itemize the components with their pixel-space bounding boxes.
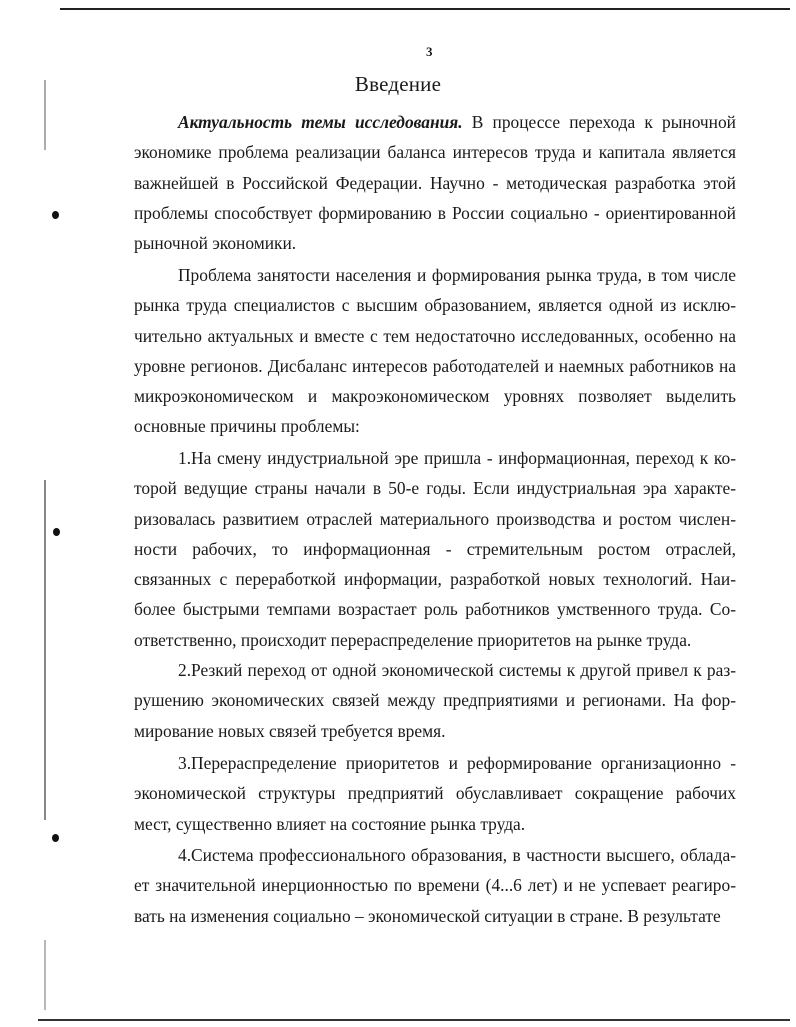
relevance-heading: Актуальность темы исследования. xyxy=(178,112,463,132)
page-title: Введение xyxy=(354,72,442,96)
body-paragraph: Проблема занятости населения и формирования рынка труда, в том числе рынка труда специалистов с высшим образованием, является одной из исключительно актуальных и вместе с тем недостаточно исследованных, особенно на уровне регионов. Дисбаланс интересов работодателей и наемных работников на микроэкономическом и макроэкономическом уровнях позволяет выделить основные причины проблемы: xyxy=(134,265,736,437)
binding-hole-mark xyxy=(53,528,60,536)
binding-hole-mark xyxy=(52,834,59,842)
bottom-scan-border xyxy=(38,1019,790,1021)
top-scan-border xyxy=(60,8,790,10)
reason-paragraph-2: 2.Резкий переход от одной экономической системы к другой привел к разрушению экономических связей между предприятиями и регионами. На формирование новых связей требуется время. xyxy=(134,660,736,741)
binding-hole-mark xyxy=(52,211,59,219)
reason-paragraph-1: 1.На смену индустриальной эре пришла - информационная, переход к которой ведущие страны начали в 50-е годы. Если индустриальная эра характеризовалась развитием отраслей материального производства и ростом численности рабочих, то информационная - стремительным ростом отраслей, связанных с переработкой информации, разработкой новых технологий. Наиболее быстрыми темпами возрастает роль работников умственного труда. Соответственно, происходит перераспределение приоритетов на рынке труда. xyxy=(134,448,736,650)
reason-paragraph-3: 3.Перераспределение приоритетов и реформирование организационно - экономической структуры предприятий обуславливает сокращение рабочих мест, существенно влияет на состояние рынка труда. xyxy=(134,753,736,834)
left-scan-edge xyxy=(44,60,46,1010)
page-number: 3 xyxy=(426,44,433,59)
intro-text: В процессе перехода к рыночной экономике проблема реализации баланса интересов труда и капитала является важнейшей в Российской Федерации. Научно - методическая разработка этой проблемы способствует формированию в России социально - ориентированной рыночной экономики. xyxy=(134,112,736,254)
reason-paragraph-4: 4.Система профессионального образования, в частности высшего, обладает значительной инерционностью по времени (4...6 лет) и не успевает реагировать на изменения социально – экономической ситуации в стране. В результате xyxy=(134,845,736,926)
intro-paragraph xyxy=(134,107,736,258)
